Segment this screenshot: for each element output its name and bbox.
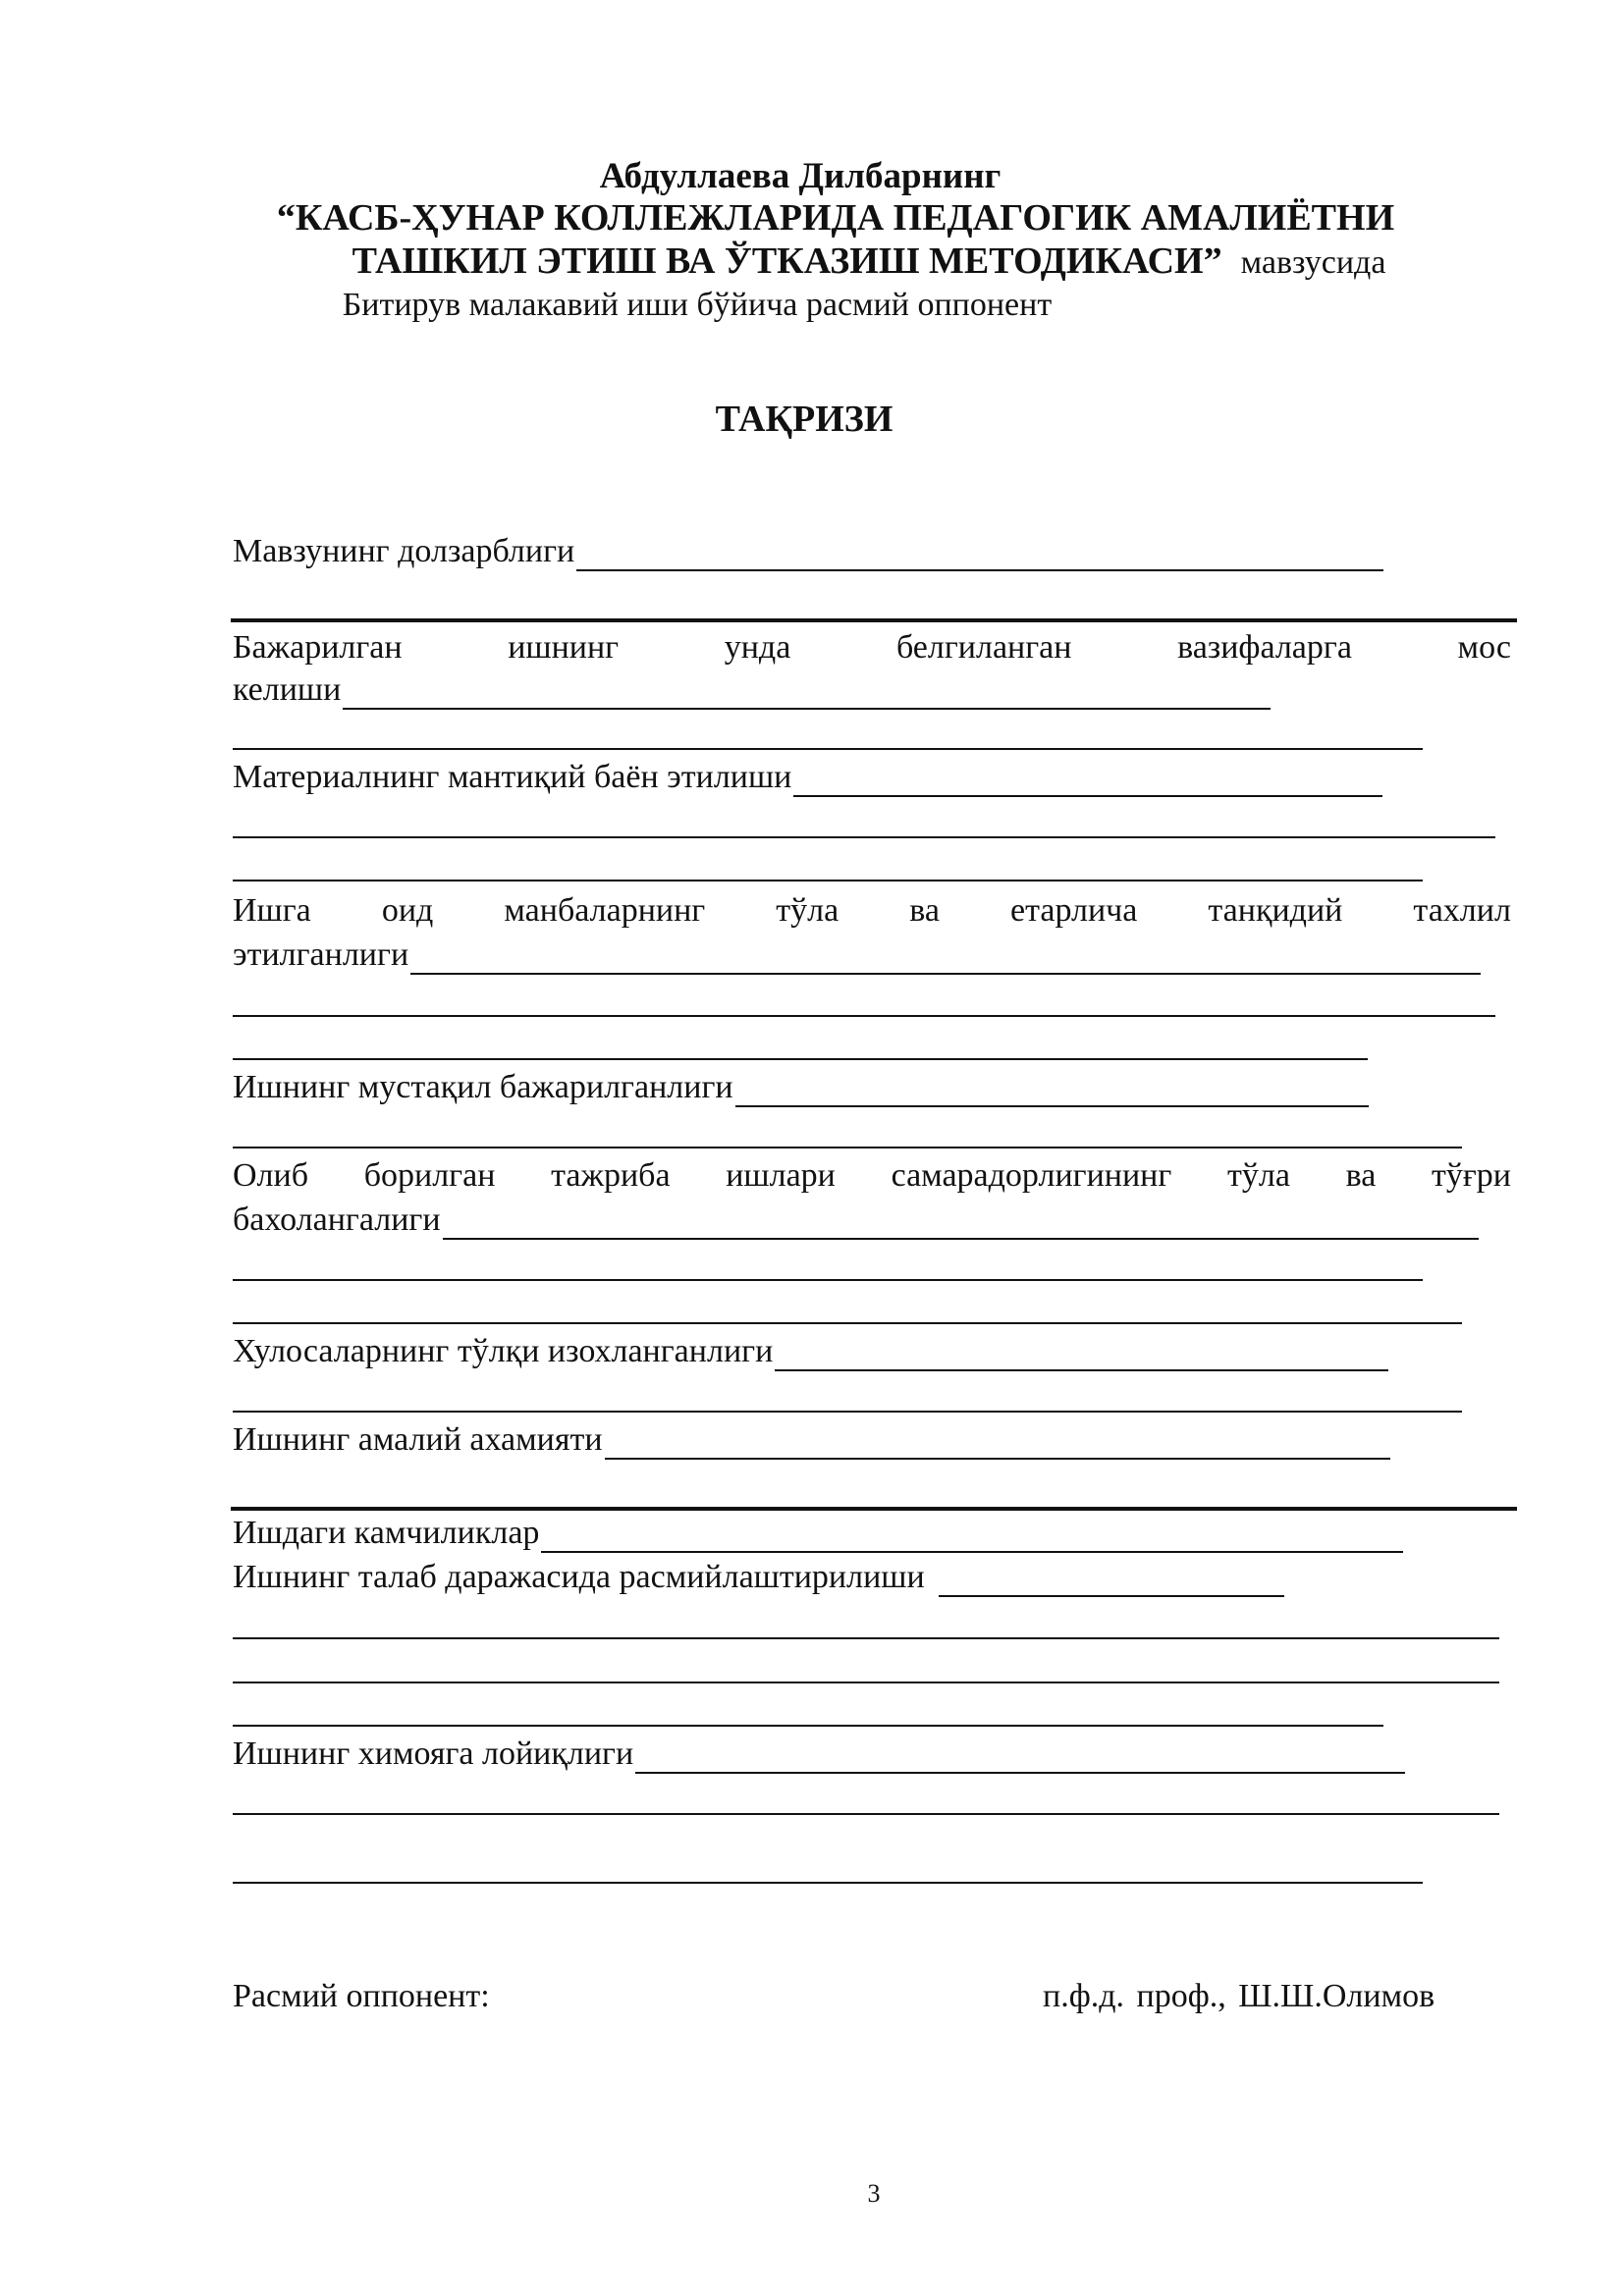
- word: манбаларнинг: [504, 892, 706, 929]
- field-label: Мавзунинг долзарблиги: [233, 533, 575, 569]
- fill-line[interactable]: [233, 1147, 1462, 1148]
- field-conclusions: [233, 1332, 1388, 1371]
- topic-suffix: мавзусида: [1240, 244, 1386, 281]
- fill-line[interactable]: [735, 1076, 1369, 1107]
- word: мос: [1457, 629, 1511, 666]
- field-experiments-line2: [233, 1201, 1479, 1240]
- word: белгиланган: [895, 629, 1072, 666]
- word: борилган: [363, 1157, 496, 1194]
- word: унда: [724, 629, 791, 666]
- field-label: Ишдаги камчиликлар: [233, 1515, 540, 1551]
- fill-line[interactable]: [410, 943, 1481, 975]
- word: тўла: [776, 892, 839, 929]
- fill-line[interactable]: [233, 880, 1423, 881]
- fill-line[interactable]: [443, 1208, 1479, 1240]
- fill-line[interactable]: [233, 1637, 1499, 1639]
- word: Бажарилган: [233, 629, 403, 666]
- word: вазифаларга: [1177, 629, 1352, 666]
- subtitle: Битирув малакавий иши бўйича расмий оппонент: [342, 287, 1053, 323]
- divider-line: [231, 1507, 1517, 1511]
- fill-line[interactable]: [576, 540, 1383, 571]
- document-title: ТАҚРИЗИ: [715, 399, 893, 440]
- field-label: Ишнинг талаб даражасида расмийлаштирилиши: [233, 1559, 925, 1595]
- fill-line[interactable]: [233, 1279, 1423, 1281]
- word: оид: [381, 892, 434, 929]
- word: ишнинг: [508, 629, 620, 666]
- field-experiments-line1: [233, 1156, 1511, 1196]
- field-practical: [233, 1420, 1390, 1460]
- word: тажриба: [551, 1157, 671, 1194]
- fill-line[interactable]: [233, 1882, 1423, 1884]
- field-label: этилганлиги: [233, 936, 409, 973]
- field-label: Хулосаларнинг тўлқи изохланганлиги: [233, 1333, 774, 1369]
- word: танқидий: [1208, 892, 1343, 929]
- field-label: келиши: [233, 671, 342, 708]
- fill-line[interactable]: [233, 836, 1495, 838]
- fill-line[interactable]: [233, 1411, 1462, 1413]
- field-label: Ишнинг химояга лойиқлиги: [233, 1735, 634, 1772]
- word: тўғри: [1432, 1157, 1511, 1194]
- word: ва: [909, 892, 940, 929]
- word: Ишга: [233, 892, 311, 929]
- field-formatting: [233, 1558, 1284, 1597]
- fill-line[interactable]: [233, 1682, 1499, 1683]
- signature-role: Расмий оппонент:: [233, 1978, 490, 2014]
- field-sources-line2: [233, 935, 1481, 975]
- field-defense: [233, 1735, 1405, 1774]
- fill-line[interactable]: [775, 1340, 1388, 1371]
- signature-name: п.ф.д. проф., Ш.Ш.Олимов: [1043, 1978, 1435, 2014]
- divider-line: [231, 618, 1517, 622]
- field-compliance-line2: [233, 670, 1271, 710]
- field-sources-line1: [233, 891, 1511, 931]
- field-independence: [233, 1068, 1369, 1107]
- fill-line[interactable]: [793, 766, 1382, 797]
- word: ишлари: [726, 1157, 836, 1194]
- fill-line[interactable]: [233, 1058, 1368, 1060]
- topic-line-1: “КАСБ-ҲУНАР КОЛЛЕЖЛАРИДА ПЕДАГОГИК АМАЛИЁТНИ: [276, 197, 1395, 239]
- field-label: Ишнинг амалий ахамияти: [233, 1421, 603, 1458]
- field-relevance: [233, 532, 1383, 571]
- topic-line-2: [57, 240, 1624, 283]
- topic-line-2-text: ТАШКИЛ ЭТИШ ВА ЎТКАЗИШ МЕТОДИКАСИ”: [352, 240, 1222, 282]
- fill-line[interactable]: [233, 1813, 1499, 1815]
- author-heading: Абдуллаева Дилбарнинг: [599, 156, 1001, 196]
- fill-line[interactable]: [605, 1428, 1390, 1460]
- word: тўла: [1227, 1157, 1290, 1194]
- fill-line[interactable]: [233, 1725, 1383, 1727]
- fill-line[interactable]: [233, 1015, 1495, 1017]
- page-number: 3: [867, 2179, 881, 2208]
- fill-line[interactable]: [343, 678, 1271, 710]
- word: Олиб: [233, 1157, 309, 1194]
- fill-line[interactable]: [939, 1566, 1284, 1597]
- field-compliance-line1: [233, 628, 1511, 667]
- word: ва: [1345, 1157, 1377, 1194]
- fill-line[interactable]: [233, 748, 1423, 750]
- fill-line[interactable]: [635, 1742, 1405, 1774]
- field-logic: [233, 758, 1382, 797]
- word: самарадорлигининг: [891, 1157, 1172, 1194]
- word: тахлил: [1413, 892, 1511, 929]
- field-label: Материалнинг мантиқий баён этилиши: [233, 759, 792, 795]
- field-label: бахолангалиги: [233, 1201, 441, 1238]
- field-shortcomings: [233, 1514, 1403, 1553]
- fill-line[interactable]: [233, 1322, 1462, 1324]
- field-label: Ишнинг мустақил бажарилганлиги: [233, 1069, 733, 1105]
- word: етарлича: [1010, 892, 1138, 929]
- fill-line[interactable]: [541, 1522, 1403, 1553]
